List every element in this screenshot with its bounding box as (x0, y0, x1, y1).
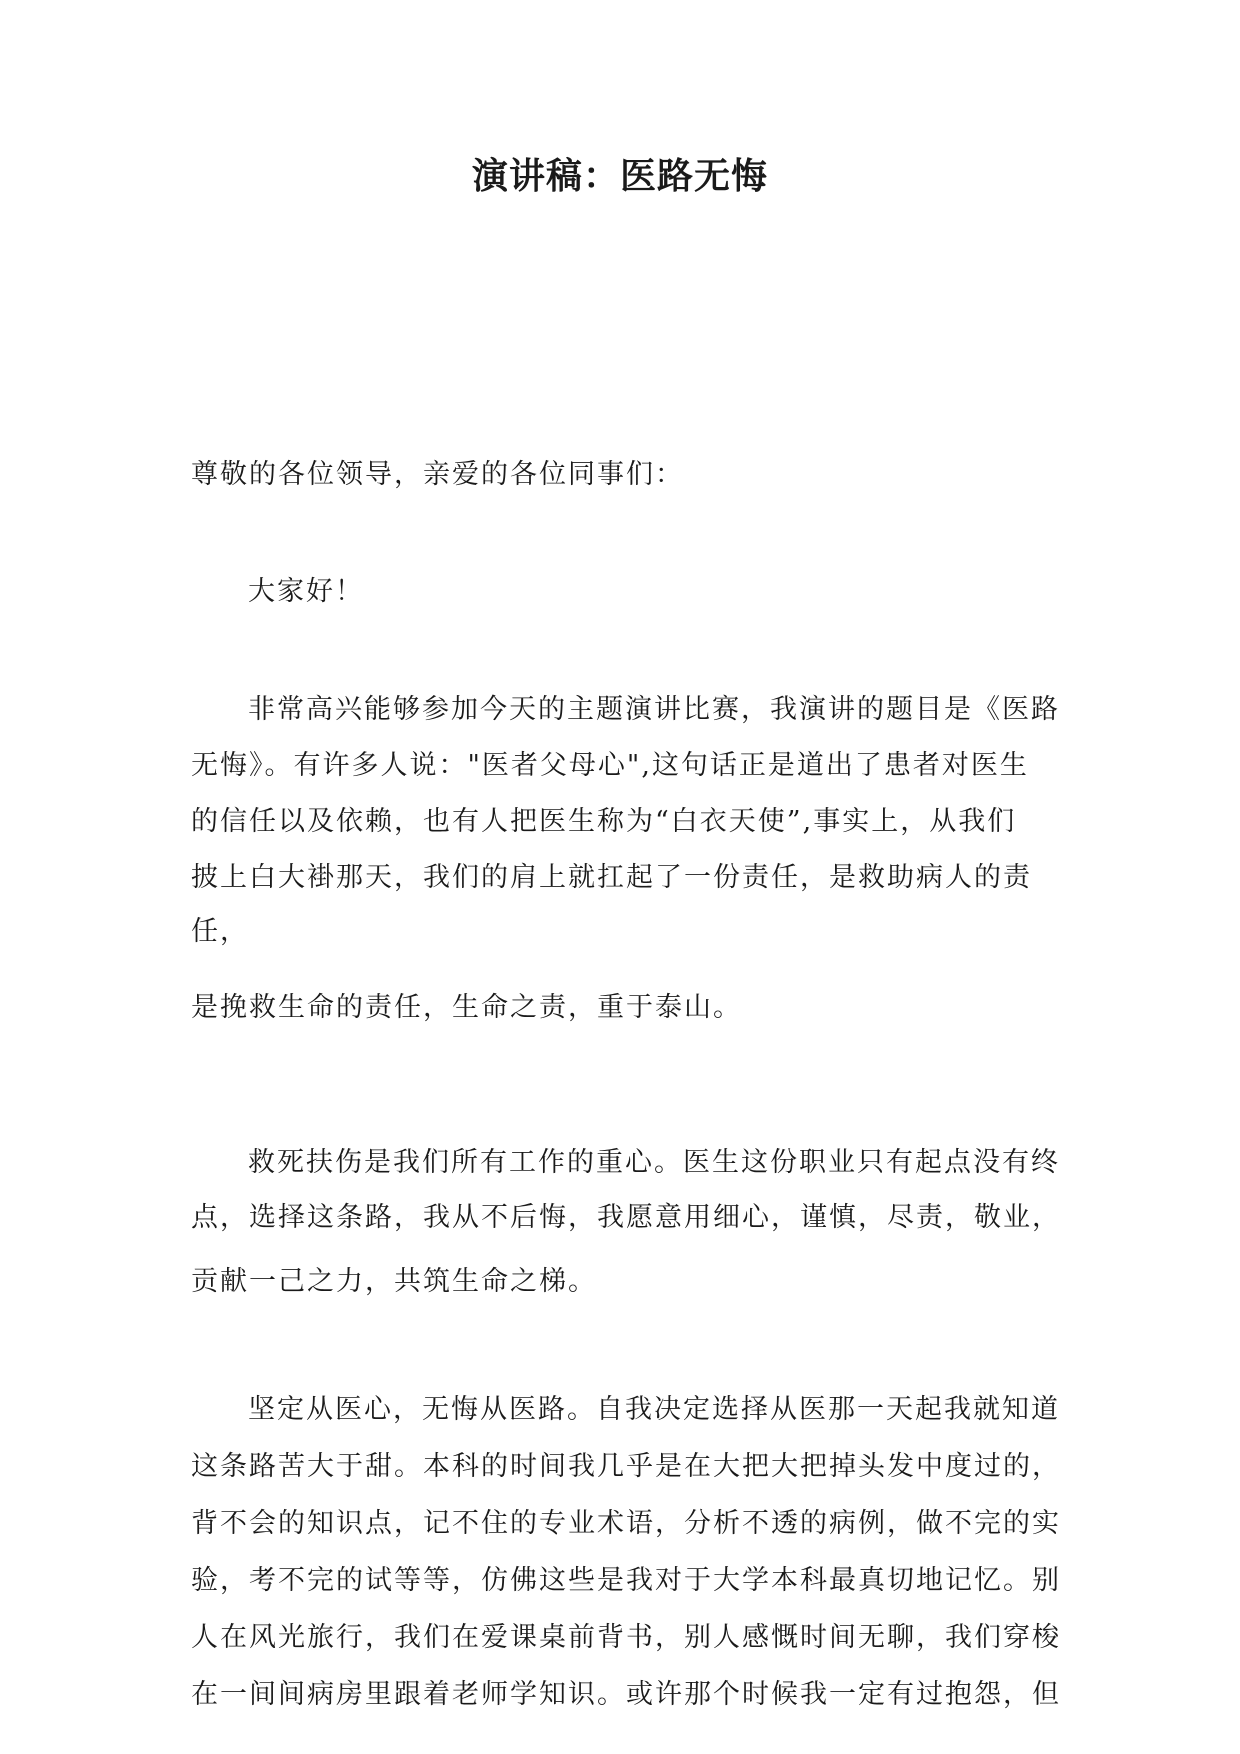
paragraph-3-line-3: 背不会的知识点，记不住的专业术语，分析不透的病例，做不完的实 (191, 1508, 1061, 1539)
paragraph-3-line-4: 验，考不完的试等等，仿佛这些是我对于大学本科最真切地记忆。别 (191, 1565, 1061, 1596)
greeting: 大家好！ (248, 576, 364, 607)
paragraph-3-line-2: 这条路苦大于甜。本科的时间我几乎是在大把大把掉头发中度过的， (191, 1451, 1061, 1482)
paragraph-1-line-5: 任， (191, 916, 249, 947)
paragraph-1-line-1: 非常高兴能够参加今天的主题演讲比赛，我演讲的题目是《医路 (248, 694, 1060, 725)
paragraph-2-continuation: 贡献一己之力，共筑生命之梯。 (191, 1266, 597, 1297)
paragraph-1-line-2: 无悔》。有许多人说："医者父母心",这句话正是道出了患者对医生 (191, 750, 1029, 781)
document-title: 演讲稿：医路无悔 (471, 156, 768, 197)
paragraph-3-line-1: 坚定从医心，无悔从医路。自我决定选择从医那一天起我就知道 (248, 1394, 1060, 1425)
paragraph-1-line-3: 的信任以及依赖，也有人把医生称为“白衣天使”,事实上，从我们 (191, 806, 1017, 837)
salutation: 尊敬的各位领导，亲爱的各位同事们： (191, 459, 684, 490)
paragraph-2-line-2: 点，选择这条路，我从不后悔，我愿意用细心，谨慎，尽责，敬业， (191, 1202, 1061, 1233)
paragraph-3-line-5: 人在风光旅行，我们在爱课桌前背书，别人感慨时间无聊，我们穿梭 (191, 1622, 1061, 1653)
paragraph-1-continuation: 是挽救生命的责任，生命之责，重于泰山。 (191, 992, 742, 1023)
paragraph-3-line-6: 在一间间病房里跟着老师学知识。或许那个时候我一定有过抱怨，但 (191, 1679, 1061, 1710)
paragraph-1-line-4: 披上白大褂那天，我们的肩上就扛起了一份责任，是救助病人的责 (191, 862, 1032, 893)
paragraph-2-line-1: 救死扶伤是我们所有工作的重心。医生这份职业只有起点没有终 (248, 1147, 1060, 1178)
